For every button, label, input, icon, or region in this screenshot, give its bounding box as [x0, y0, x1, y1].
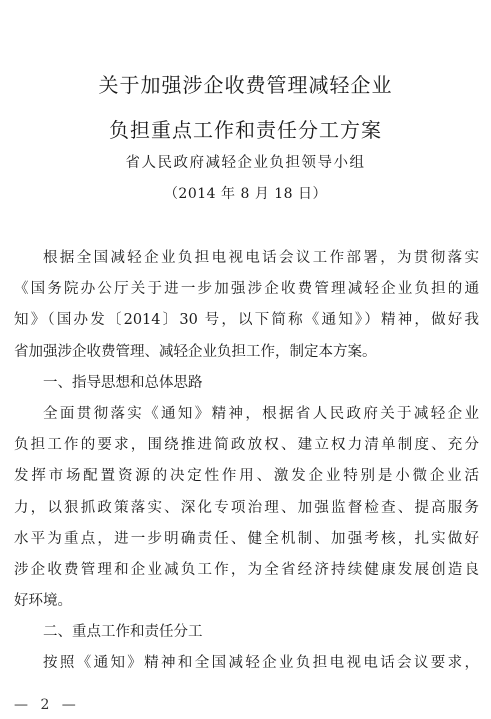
paragraph-line: 全面贯彻落实《通知》精神，根据省人民政府关于减轻企业: [43, 405, 479, 422]
paragraph-line: 负担工作的要求，围绕推进简政放权、建立权力清单制度、充分: [14, 437, 479, 454]
section-heading-1: 一、指导思想和总体思路: [43, 374, 203, 391]
page-number: — 2 —: [14, 697, 80, 713]
paragraph-line: 按照《通知》精神和全国减轻企业负担电视电话会议要求，: [43, 655, 479, 672]
paragraph-line: 《国务院办公厅关于进一步加强涉企收费管理减轻企业负担的通: [14, 281, 479, 298]
paragraph-line: 好环境。: [14, 593, 72, 610]
issuing-authority: 省人民政府减轻企业负担领导小组: [125, 155, 366, 171]
issue-date: （2014 年 8 月 18 日）: [163, 186, 328, 202]
paragraph-line: 知》（国办发〔2014〕30 号，以下简称《通知》）精神，做好我: [14, 312, 479, 329]
paragraph-line: 省加强涉企收费管理、减轻企业负担工作，制定本方案。: [14, 343, 377, 360]
paragraph-line: 发挥市场配置资源的决定性作用、激发企业特别是小微企业活: [14, 468, 479, 485]
paragraph-line: 力，以狠抓政策落实、深化专项治理、加强监督检查、提高服务: [14, 499, 479, 516]
paragraph-line: 水平为重点，进一步明确责任、健全机制、加强考核，扎实做好: [14, 530, 479, 547]
document-title-line2: 负担重点工作和责任分工方案: [109, 118, 382, 142]
paragraph-line: 根据全国减轻企业负担电视电话会议工作部署，为贯彻落实: [43, 250, 479, 266]
section-heading-2: 二、重点工作和责任分工: [43, 624, 203, 641]
paragraph-line: 涉企收费管理和企业减负工作，为全省经济持续健康发展创造良: [14, 561, 479, 578]
document-title-line1: 关于加强涉企收费管理减轻企业: [98, 73, 393, 97]
document-body: [14, 243, 479, 680]
